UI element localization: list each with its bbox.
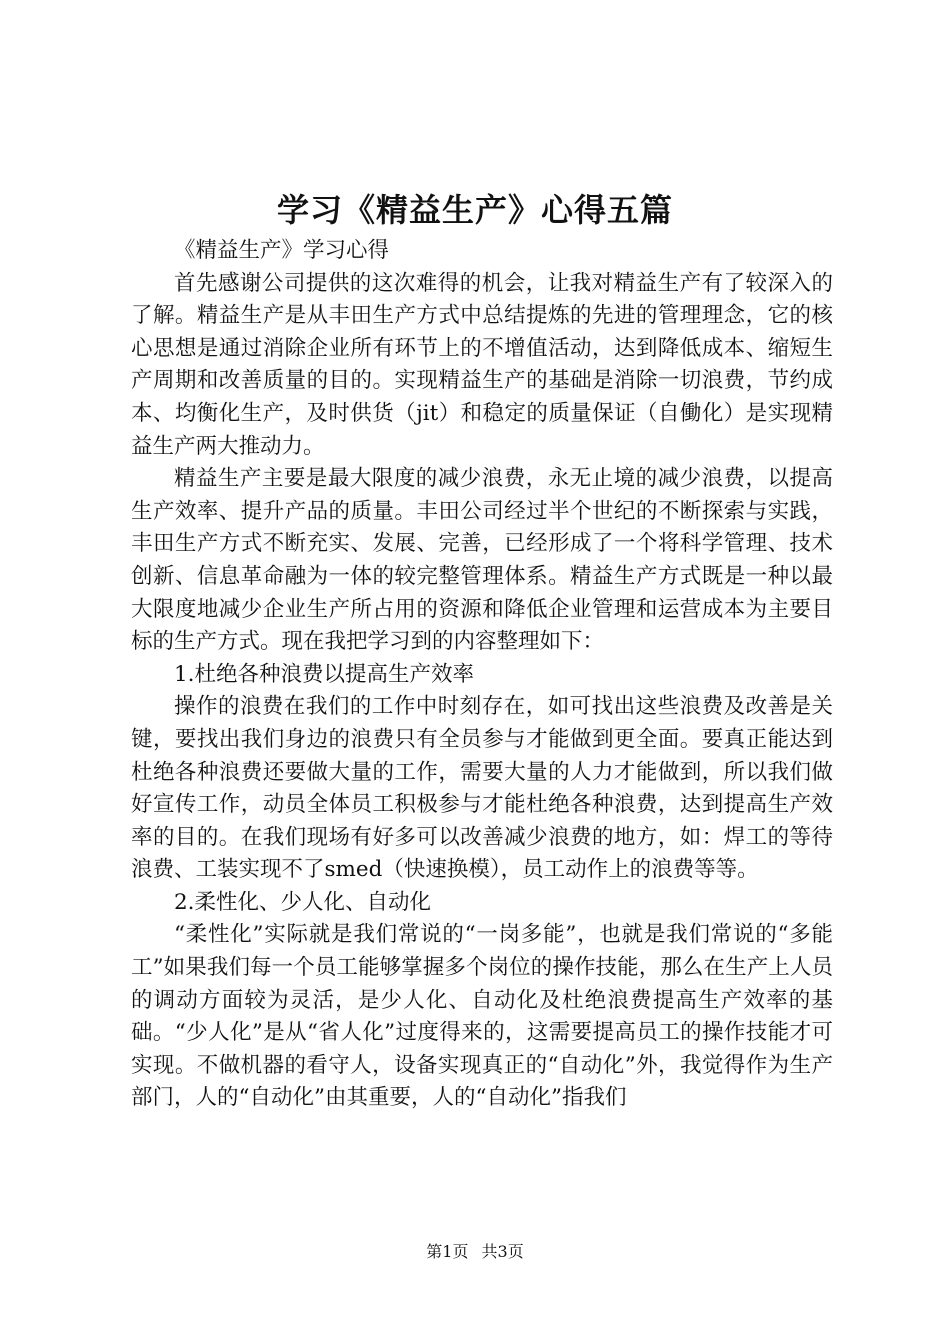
paragraph: 首先感谢公司提供的这次难得的机会，让我对精益生产有了较深入的了解。精益生产是从丰田生产方式中总结提炼的先进的管理理念，它的核心思想是通过消除企业所有环节上的不增值活动，达到降低成本、缩短生产周期和改善质量的目的。实现精益生产的基础是消除一切浪费，节约成本、均衡化生产，及时供货（jit）和稳定的质量保证（自働化）是实现精益生产两大推动力。 xyxy=(131,270,833,459)
page-number: 第1页 xyxy=(426,1242,469,1261)
page-footer xyxy=(0,1240,950,1264)
section-subtitle: 《精益生产》学习心得 xyxy=(174,238,390,263)
page-total: 共3页 xyxy=(481,1242,524,1261)
paragraph: 操作的浪费在我们的工作中时刻存在，如可找出这些浪费及改善是关键，要找出我们身边的浪费只有全员参与才能做到更全面。要真正能达到杜绝各种浪费还要做大量的工作，需要大量的人力才能做到，所以我们做好宣传工作，动员全体员工积极参与才能杜绝各种浪费，达到提高生产效率的目的。在我们现场有好多可以改善减少浪费的地方，如：焊工的等待浪费、工装实现不了smed（快速换模），员工动作上的浪费等等。 xyxy=(131,694,833,883)
document-title: 学习《精益生产》心得五篇 xyxy=(276,191,673,229)
paragraph: 精益生产主要是最大限度的减少浪费，永无止境的减少浪费，以提高生产效率、提升产品的质量。丰田公司经过半个世纪的不断探索与实践，丰田生产方式不断充实、发展、完善，已经形成了一个将科学管理、技术创新、信息革命融为一体的较完整管理体系。精益生产方式既是一种以最大限度地减少企业生产所占用的资源和降低企业管理和运营成本为主要目标的生产方式。现在我把学习到的内容整理如下： xyxy=(131,466,833,655)
section-heading: 2.柔性化、少人化、自动化 xyxy=(174,889,432,915)
section-heading: 1.杜绝各种浪费以提高生产效率 xyxy=(174,661,475,687)
paragraph: “柔性化”实际就是我们常说的“一岗多能”，也就是我们常说的“多能工”如果我们每一个员工能够掌握多个岗位的操作技能，那么在生产上人员的调动方面较为灵活，是少人化、自动化及杜绝浪费提高生产效率的基础。“少人化”是从“省人化”过度得来的，这需要提高员工的操作技能才可实现。不做机器的看守人，设备实现真正的“自动化”外，我觉得作为生产部门，人的“自动化”由其重要，人的“自动化”指我们 xyxy=(131,922,833,1111)
document-body xyxy=(131,235,833,1115)
